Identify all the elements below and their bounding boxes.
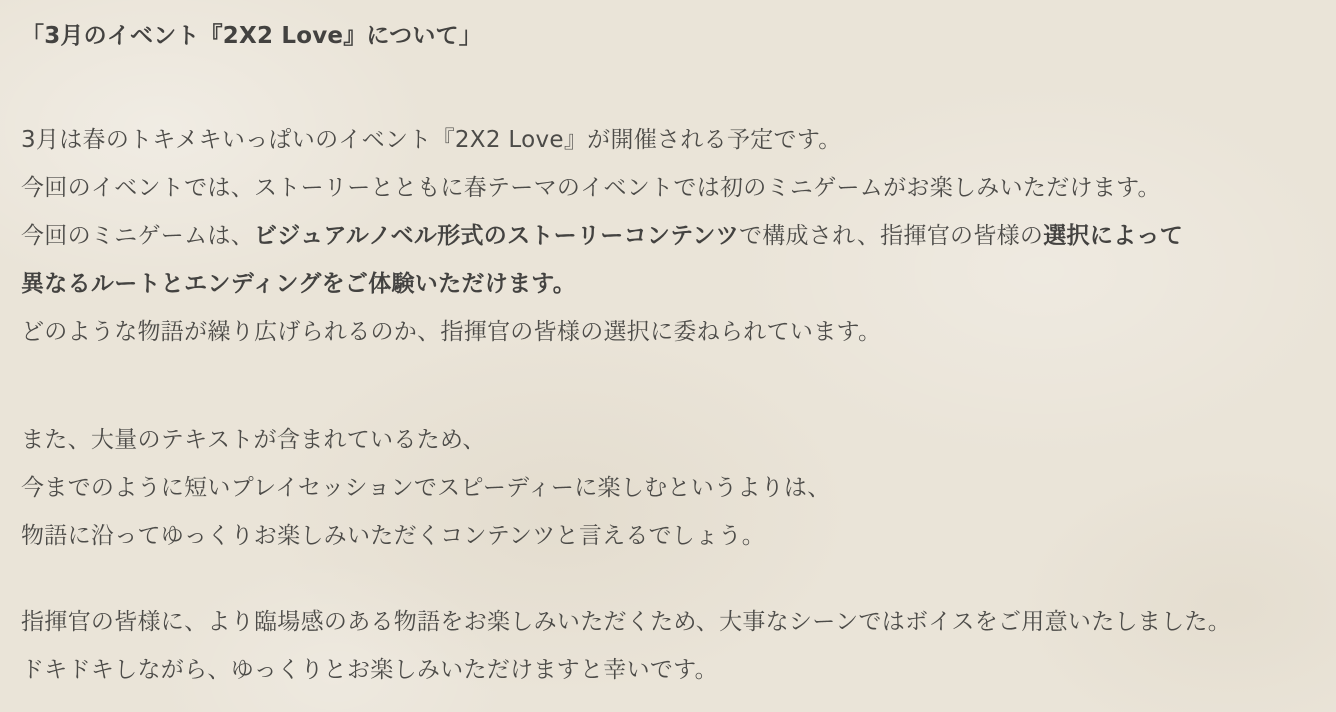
text-line — [21, 260, 1316, 308]
text-line — [21, 464, 1316, 512]
text-segment: 今までのように短いプレイセッションでスピーディーに楽しむというよりは、 — [21, 475, 831, 501]
text-line — [21, 646, 1316, 694]
paragraph-text-volume — [21, 416, 1316, 560]
paragraph-event-intro — [21, 116, 1316, 356]
text-line — [21, 212, 1316, 260]
text-line — [21, 308, 1316, 356]
text-segment: どのような物語が繰り広げられるのか、指揮官の皆様の選択に委ねられています。 — [21, 319, 882, 345]
text-segment: 今回のミニゲームは、 — [21, 223, 254, 249]
text-segment: 物語に沿ってゆっくりお楽しみいただくコンテンツと言えるでしょう。 — [21, 523, 765, 549]
text-segment: 指揮官の皆様に、より臨場感のある物語をお楽しみいただくため、大事なシーンではボイスをご用意いたしました。 — [21, 609, 1231, 635]
announcement-title: 「3月のイベント『2X2 Love』について」 — [21, 23, 482, 49]
text-segment: ドキドキしながら、ゆっくりとお楽しみいただけますと幸いです。 — [21, 657, 718, 683]
text-line — [21, 598, 1316, 646]
text-line — [21, 164, 1316, 212]
paragraph-voice-info — [21, 598, 1316, 694]
text-segment: 今回のイベントでは、ストーリーとともに春テーマのイベントでは初のミニゲームがお楽しみいただけます。 — [21, 175, 1161, 201]
text-segment-bold: 選択によって — [1043, 223, 1184, 249]
text-segment-bold: 異なるルートとエンディングをご体験いただけます。 — [21, 271, 577, 297]
text-line — [21, 116, 1316, 164]
text-line — [21, 416, 1316, 464]
text-segment: また、大量のテキストが含まれているため、 — [21, 427, 486, 453]
text-segment-bold: ビジュアルノベル形式のストーリーコンテンツ — [254, 223, 739, 249]
text-segment: で構成され、指揮官の皆様の — [738, 223, 1044, 249]
text-segment: 3月は春のトキメキいっぱいのイベント『2X2 Love』が開催される予定です。 — [21, 127, 842, 153]
text-line — [21, 512, 1316, 560]
